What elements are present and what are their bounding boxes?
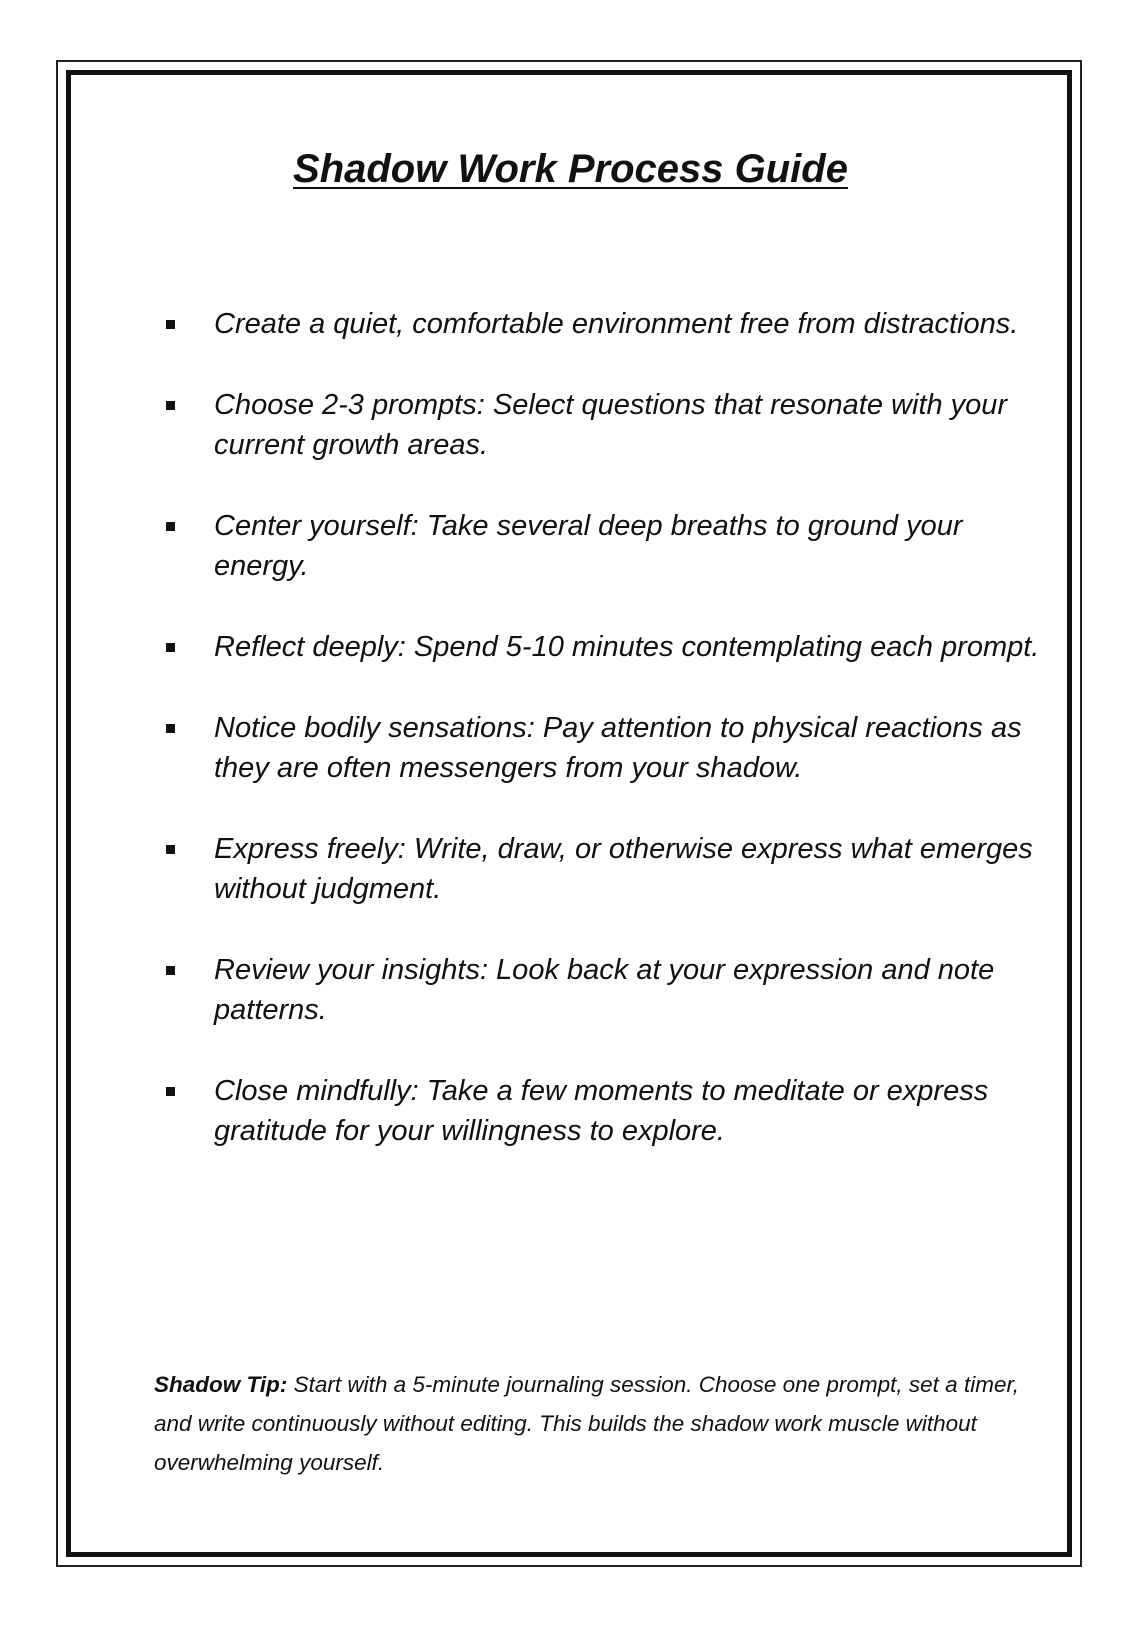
square-bullet-icon	[166, 320, 175, 329]
list-item	[160, 950, 1065, 1030]
square-bullet-icon	[166, 401, 175, 410]
shadow-tip-text: Start with a 5-minute journaling session. Choose one prompt, set a timer, and write continuously without editing. This builds the shadow work muscle without overwhelming yourself.	[154, 1372, 1019, 1475]
list-item	[160, 385, 1065, 465]
list-item	[160, 304, 1065, 344]
step-text: Review your insights: Look back at your expression and note patterns.	[214, 954, 995, 1026]
square-bullet-icon	[166, 724, 175, 733]
shadow-tip-label: Shadow Tip:	[154, 1372, 288, 1397]
square-bullet-icon	[166, 1087, 175, 1096]
page-title: Shadow Work Process Guide	[293, 147, 848, 191]
step-text: Close mindfully: Take a few moments to meditate or express gratitude for your willingness to explore.	[214, 1075, 989, 1147]
step-text: Reflect deeply: Spend 5-10 minutes contemplating each prompt.	[214, 631, 1040, 663]
list-item	[160, 708, 1065, 788]
step-text: Express freely: Write, draw, or otherwise express what emerges without judgment.	[214, 833, 1033, 905]
square-bullet-icon	[166, 522, 175, 531]
shadow-tip	[154, 1365, 1054, 1482]
square-bullet-icon	[166, 966, 175, 975]
process-steps-list	[160, 304, 1065, 1192]
step-text: Create a quiet, comfortable environment free from distractions.	[214, 308, 1019, 340]
step-text: Choose 2-3 prompts: Select questions that resonate with your current growth areas.	[214, 389, 1008, 461]
square-bullet-icon	[166, 845, 175, 854]
step-text: Center yourself: Take several deep breaths to ground your energy.	[214, 510, 963, 582]
list-item	[160, 506, 1065, 586]
step-text: Notice bodily sensations: Pay attention to physical reactions as they are often messengers from your shadow.	[214, 712, 1022, 784]
list-item	[160, 627, 1065, 667]
square-bullet-icon	[166, 643, 175, 652]
list-item	[160, 1071, 1065, 1151]
list-item	[160, 829, 1065, 909]
